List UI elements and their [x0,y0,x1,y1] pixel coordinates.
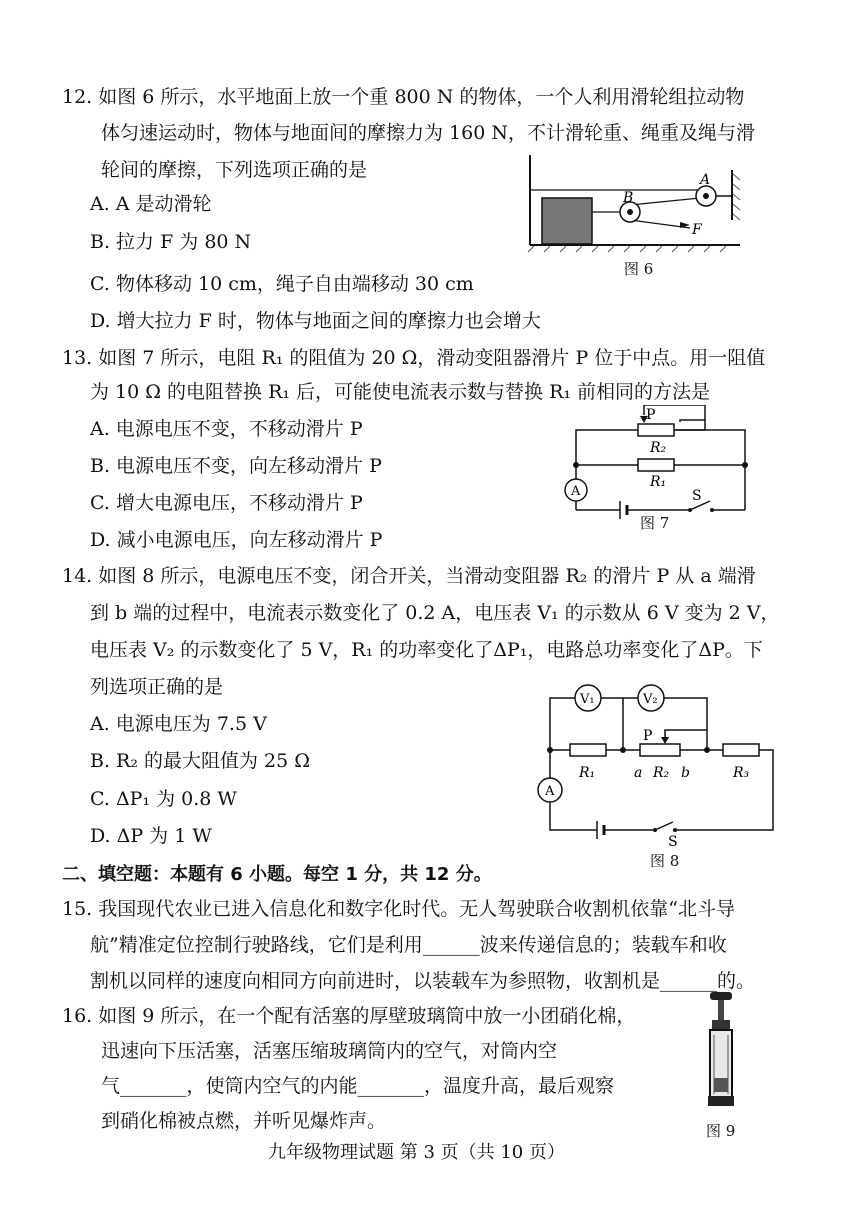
q14-line-3: 电压表 V₂ 的示数变化了 5 V，R₁ 的功率变化了ΔP₁，电路总功率变化了ΔP。下 [90,639,763,661]
q12-option-a: A. A 是动滑轮 [90,193,212,215]
q14-line-1: 14. 如图 8 所示，电源电压不变，闭合开关，当滑动变阻器 R₂ 的滑片 P 从 a 端滑 [62,565,756,587]
resistor-r3 [723,744,759,756]
q16-line-4: 到硝化棉被点燃，并听见爆炸声。 [101,1110,387,1132]
q13-option-d: D. 减小电源电压，向左移动滑片 P [90,529,383,551]
label-r1: R₁ [650,474,667,490]
q16-line-3: 气_______，使筒内空气的内能_______，温度升高，最后观察 [101,1075,615,1097]
q16-line-1: 16. 如图 9 所示，在一个配有活塞的厚壁玻璃筒中放一小团硝化棉， [62,1005,636,1027]
object-block [542,198,592,244]
label-v1: V₁ [580,692,595,707]
q13-option-a: A. 电源电压不变，不移动滑片 P [90,418,363,440]
figure-8-caption: 图 8 [650,852,680,870]
label-ammeter: A [571,484,581,499]
q15-line-3: 割机以同样的速度向相同方向前进时，以装载车为参照物，收割机是______的。 [90,970,756,992]
q13-line-2: 为 10 Ω 的电阻替换 R₁ 后，可能使电流表示数与替换 R₁ 前相同的方法是 [90,381,711,403]
switch-s [655,822,673,830]
label-ammeter: A [545,784,555,799]
q12-option-c: C. 物体移动 10 cm，绳子自由端移动 30 cm [90,273,474,295]
label-a: A [700,172,711,188]
label-v2: V₂ [643,692,658,707]
q14-option-d: D. ΔP 为 1 W [90,825,212,847]
label-a-end: a [634,765,643,781]
figure-6-caption: 图 6 [624,260,654,278]
label-r3: R₃ [733,765,750,781]
figure-9-glass-cylinder [700,990,750,1115]
q12-line-1: 12. 如图 6 所示，水平地面上放一个重 800 N 的物体，一个人利用滑轮组拉动物 [62,86,745,108]
section-2-title: 二、填空题：本题有 6 小题。每空 1 分，共 12 分。 [62,864,492,885]
label-p: P [646,407,656,423]
resistor-r1 [638,459,674,471]
label-b: B [623,190,634,206]
q13-option-c: C. 增大电源电压，不移动滑片 P [90,492,363,514]
piston-handle [710,992,732,1000]
q12-line-2: 体匀速运动时，物体与地面间的摩擦力为 160 N，不计滑轮重、绳重及绳与滑 [101,122,755,144]
resistor-r2 [638,424,674,436]
resistor-r1 [570,744,606,756]
label-r2: R₂ [653,765,670,781]
q12-option-d: D. 增大拉力 F 时，物体与地面之间的摩擦力也会增大 [90,310,541,332]
label-r1: R₁ [579,765,596,781]
page-footer: 九年级物理试题 第 3 页（共 10 页） [268,1142,565,1163]
q12-option-b: B. 拉力 F 为 80 N [90,231,252,253]
figure-8-circuit-diagram [535,680,785,850]
q14-line-4: 列选项正确的是 [90,676,224,698]
label-s: S [668,834,678,850]
label-b-end: b [681,765,690,781]
figure-7-caption: 图 7 [640,514,670,532]
label-f: F [692,222,702,238]
label-r2: R₂ [650,440,667,456]
label-p: P [643,728,653,744]
q14-line-2: 到 b 端的过程中，电流表示数变化了 0.2 A，电压表 V₁ 的示数从 6 V 变为 2 V， [90,602,780,624]
resistor-r2 [640,744,680,756]
q13-option-b: B. 电源电压不变，向左移动滑片 P [90,455,382,477]
q12-line-3: 轮间的摩擦，下列选项正确的是 [101,159,368,181]
label-s: S [692,488,702,504]
q13-line-1: 13. 如图 7 所示，电阻 R₁ 的阻值为 20 Ω，滑动变阻器滑片 P 位于中点。用一阻值 [62,347,766,369]
q14-option-a: A. 电源电压为 7.5 V [90,713,267,735]
q14-option-b: B. R₂ 的最大阻值为 25 Ω [90,750,311,772]
q15-line-1: 15. 我国现代农业已进入信息化和数字化时代。无人驾驶联合收割机依靠“北斗导 [62,898,735,920]
figure-9-caption: 图 9 [706,1122,736,1140]
q14-option-c: C. ΔP₁ 为 0.8 W [90,788,237,810]
q16-line-2: 迅速向下压活塞，活塞压缩玻璃筒内的空气，对筒内空 [101,1040,558,1062]
q15-line-2: 航”精准定位控制行驶路线，它们是利用______波来传递信息的；装载车和收 [90,934,727,956]
